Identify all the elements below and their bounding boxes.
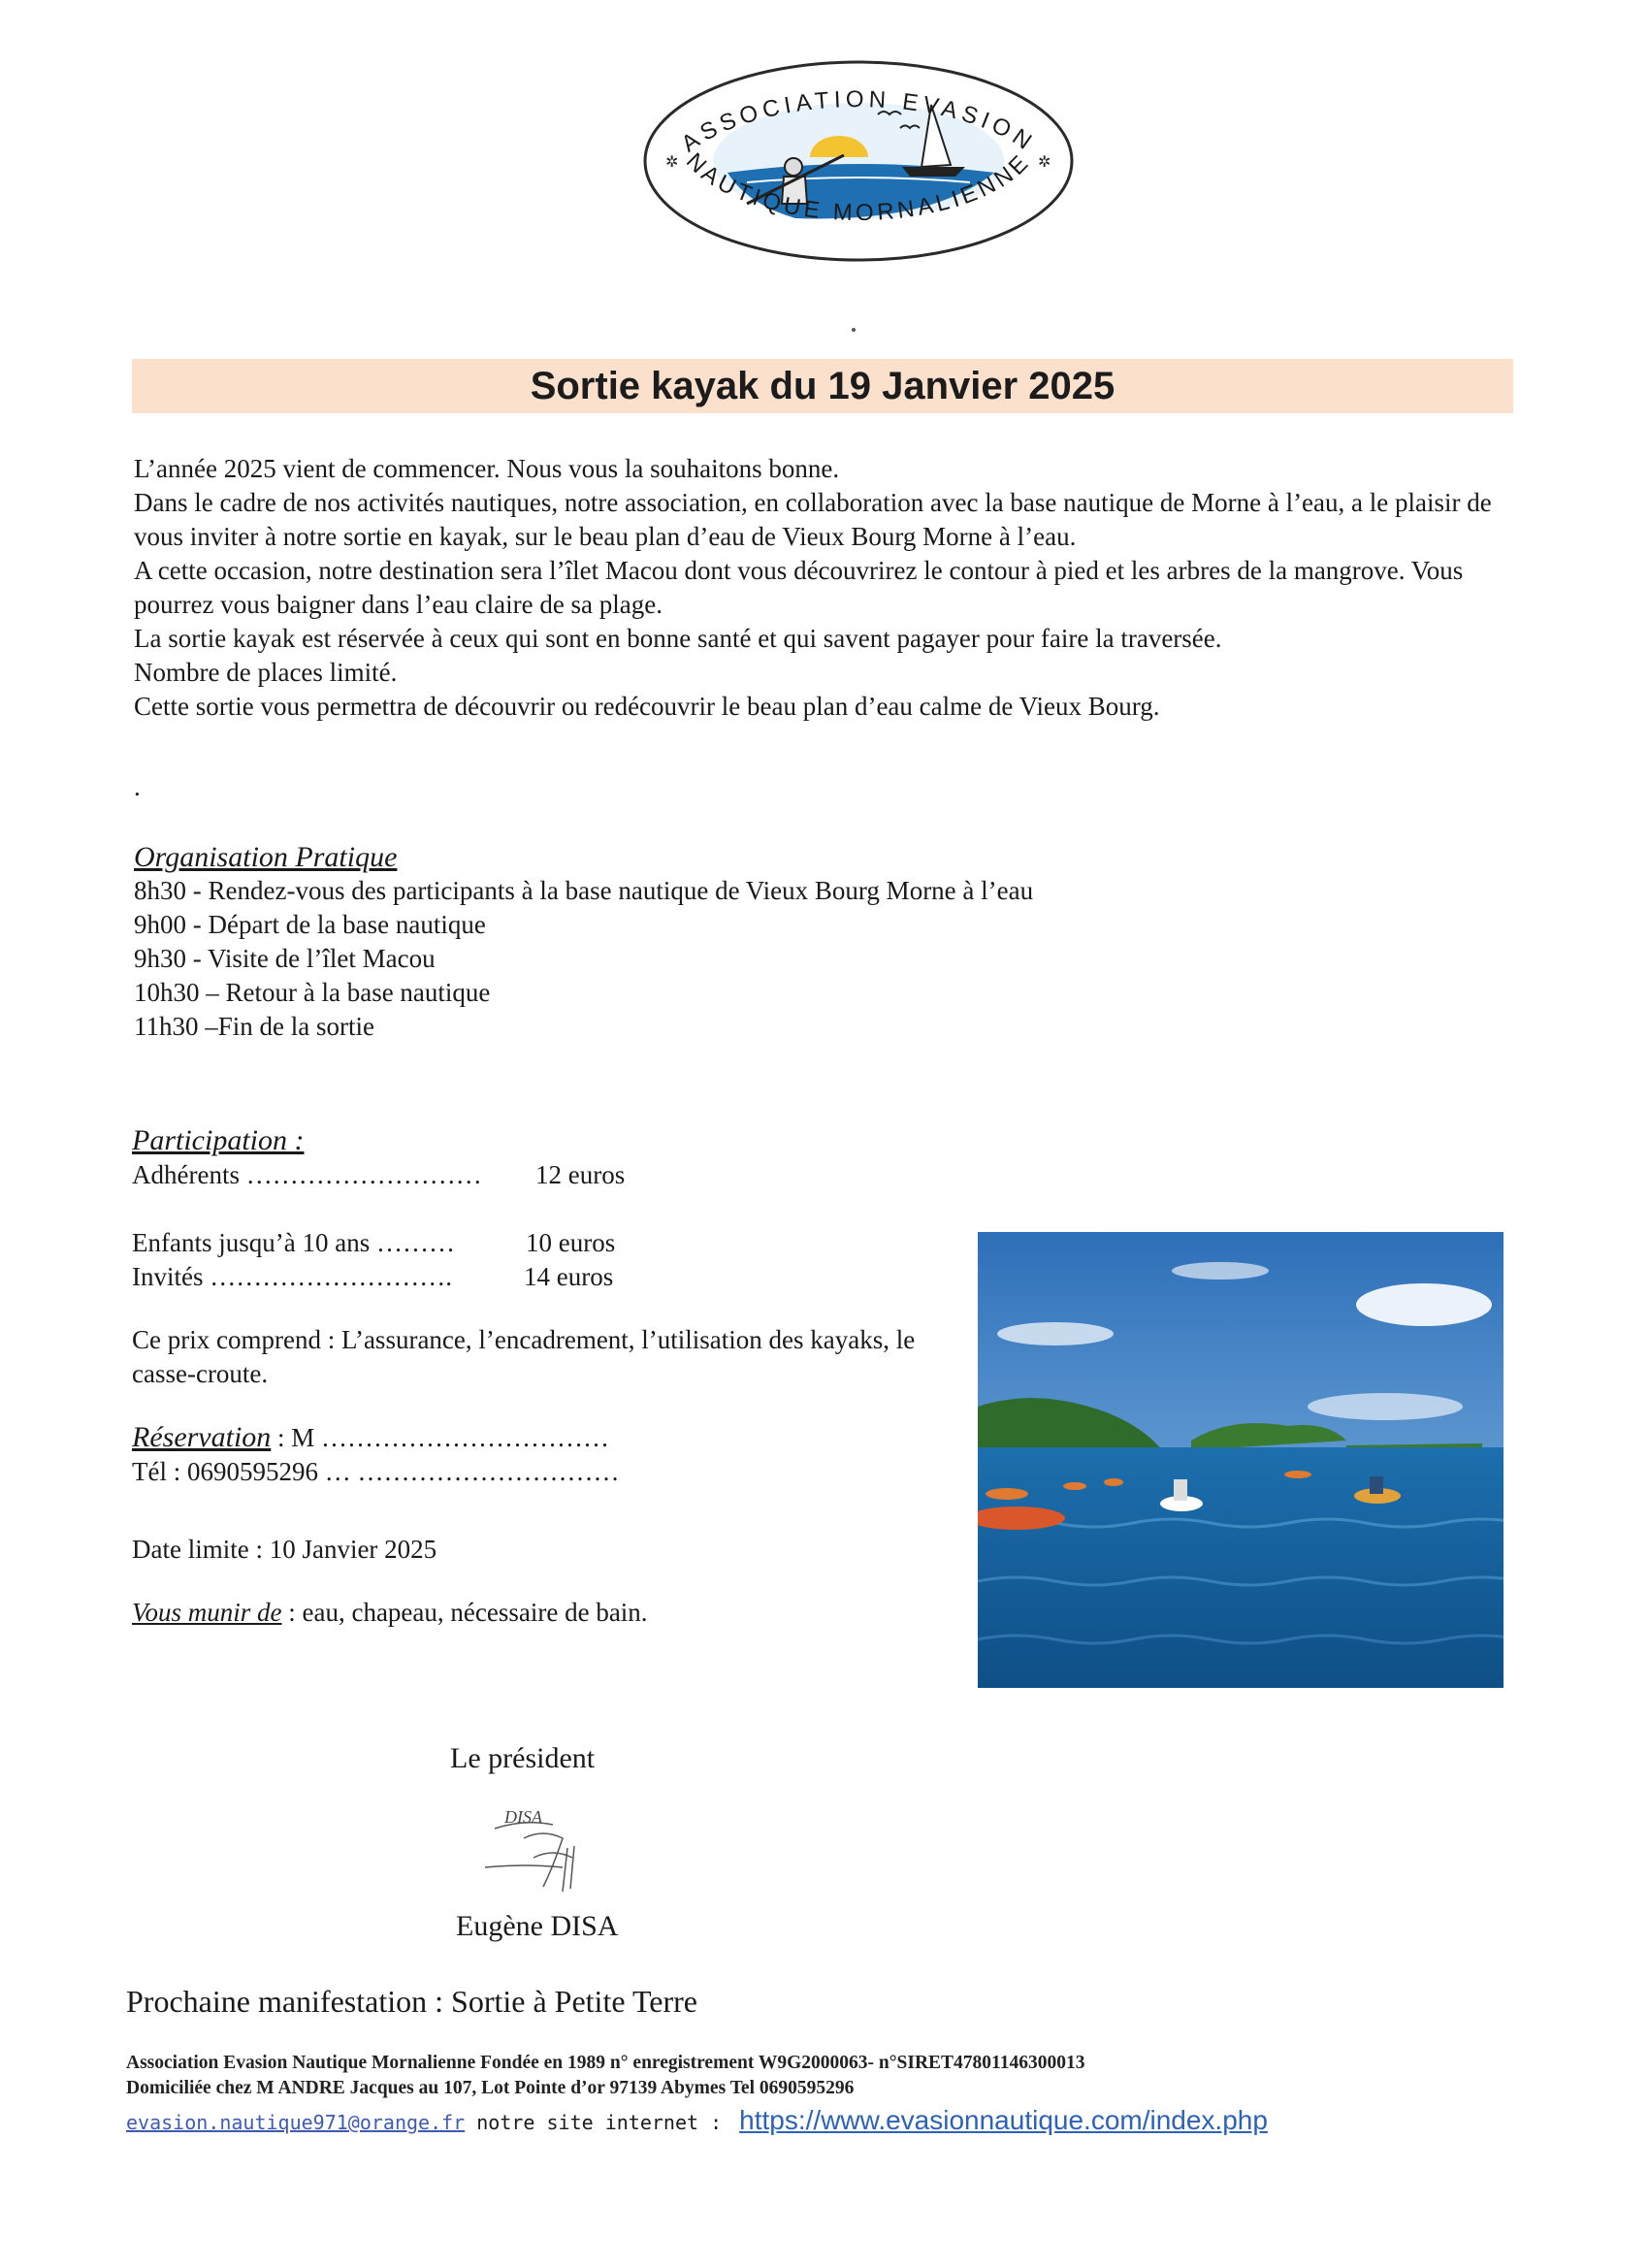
footer-legal — [126, 2051, 1084, 2101]
price-label: Enfants jusqu’à 10 ans ……… — [132, 1228, 455, 1257]
organisation-section — [134, 840, 1033, 1044]
president-name: Eugène DISA — [456, 1910, 619, 1942]
kayak-photo — [978, 1232, 1504, 1688]
email-link[interactable]: evasion.nautique971@orange.fr — [126, 2111, 466, 2134]
price-row — [132, 1158, 927, 1192]
phone-line: Tél : 0690595296 … ………………………… — [132, 1457, 620, 1486]
intro-line: L’année 2025 vient de commencer. Nous vous la souhaitons bonne. — [134, 454, 840, 483]
svg-text:✲: ✲ — [665, 154, 679, 171]
intro-line: Nombre de places limité. — [134, 658, 398, 687]
intro-line: Cette sortie vous permettra de découvrir ou redécouvrir le beau plan d’eau calme de Vieux Bourg. — [134, 692, 1160, 721]
intro-text — [134, 452, 1511, 724]
intro-line: La sortie kayak est réservée à ceux qui sont en bonne santé et qui savent pagayer pour faire la traversée. — [134, 624, 1222, 653]
site-label: notre site internet : — [465, 2111, 734, 2134]
reservation-value: : M …………………………… — [271, 1423, 610, 1452]
price-label: Invités ………………………. — [132, 1262, 452, 1291]
schedule-item: 9h30 - Visite de l’îlet Macou — [134, 944, 436, 973]
scan-speck — [852, 328, 856, 332]
price-value: 10 euros — [526, 1228, 616, 1257]
next-event: Prochaine manifestation : Sortie à Petite Terre — [126, 1984, 697, 2019]
website-link[interactable]: https://www.evasionnautique.com/index.php — [739, 2105, 1268, 2135]
logo-emblem — [640, 58, 1077, 264]
price-label: Adhérents ……………………… — [132, 1160, 482, 1189]
bring-value: : eau, chapeau, nécessaire de bain. — [281, 1598, 648, 1627]
bring-line — [132, 1596, 927, 1630]
logo-bottom-text: NAUTIQUE MORNALIENNE — [681, 147, 1036, 227]
president-title: Le président — [450, 1742, 596, 1774]
logo-top-text: ASSOCIATION EVASION — [676, 86, 1041, 158]
contact-line — [126, 2105, 1268, 2136]
footer-line2: Domiciliée chez M ANDRE Jacques au 107, Lot Pointe d’or 97139 Abymes Tel 0690595296 — [126, 2078, 855, 2098]
signature — [485, 1799, 611, 1906]
title-banner — [132, 359, 1513, 413]
schedule-item: 10h30 – Retour à la base nautique — [134, 978, 491, 1007]
participation-section — [132, 1123, 927, 1630]
stray-bullet: . — [134, 772, 141, 801]
deadline: Date limite : 10 Janvier 2025 — [132, 1535, 437, 1564]
signature-text: DISA — [504, 1807, 542, 1827]
price-includes: Ce prix comprend : L’assurance, l’encadrement, l’utilisation des kayaks, le casse-croute. — [132, 1325, 916, 1388]
price-value: 14 euros — [524, 1262, 614, 1291]
participation-heading: Participation : — [132, 1124, 305, 1156]
association-logo — [640, 58, 1077, 264]
footer-line1: Association Evasion Nautique Mornalienne Fondée en 1989 n° enregistrement W9G2000063- n°SIRET47801146300013 — [126, 2053, 1085, 2073]
schedule-item: 8h30 - Rendez-vous des participants à la base nautique de Vieux Bourg Morne à l’eau — [134, 876, 1034, 905]
price-row — [132, 1226, 927, 1260]
schedule-item: 9h00 - Départ de la base nautique — [134, 910, 486, 939]
reservation-line — [132, 1420, 927, 1455]
price-row — [132, 1260, 927, 1294]
reservation-label: Réservation — [132, 1421, 272, 1453]
organisation-heading: Organisation Pratique — [134, 841, 398, 873]
schedule-item: 11h30 –Fin de la sortie — [134, 1012, 374, 1041]
svg-text:✲: ✲ — [1038, 154, 1051, 171]
intro-line: A cette occasion, notre destination sera l’îlet Macou dont vous découvrirez le contour à pied et les arbres de la mangrove. Vous pourrez vous baigner dans l’eau claire de sa plage. — [134, 556, 1464, 619]
bring-label: Vous munir de — [132, 1598, 282, 1627]
intro-line: Dans le cadre de nos activités nautiques, notre association, en collaboration avec la base nautique de Morne à l’eau, a le plaisir de vous inviter à notre sortie en kayak, sur le beau plan d’eau de Vieux Bourg Morne à l’eau. — [134, 488, 1492, 551]
price-value: 12 euros — [535, 1160, 626, 1189]
page-title: Sortie kayak du 19 Janvier 2025 — [530, 365, 1116, 407]
